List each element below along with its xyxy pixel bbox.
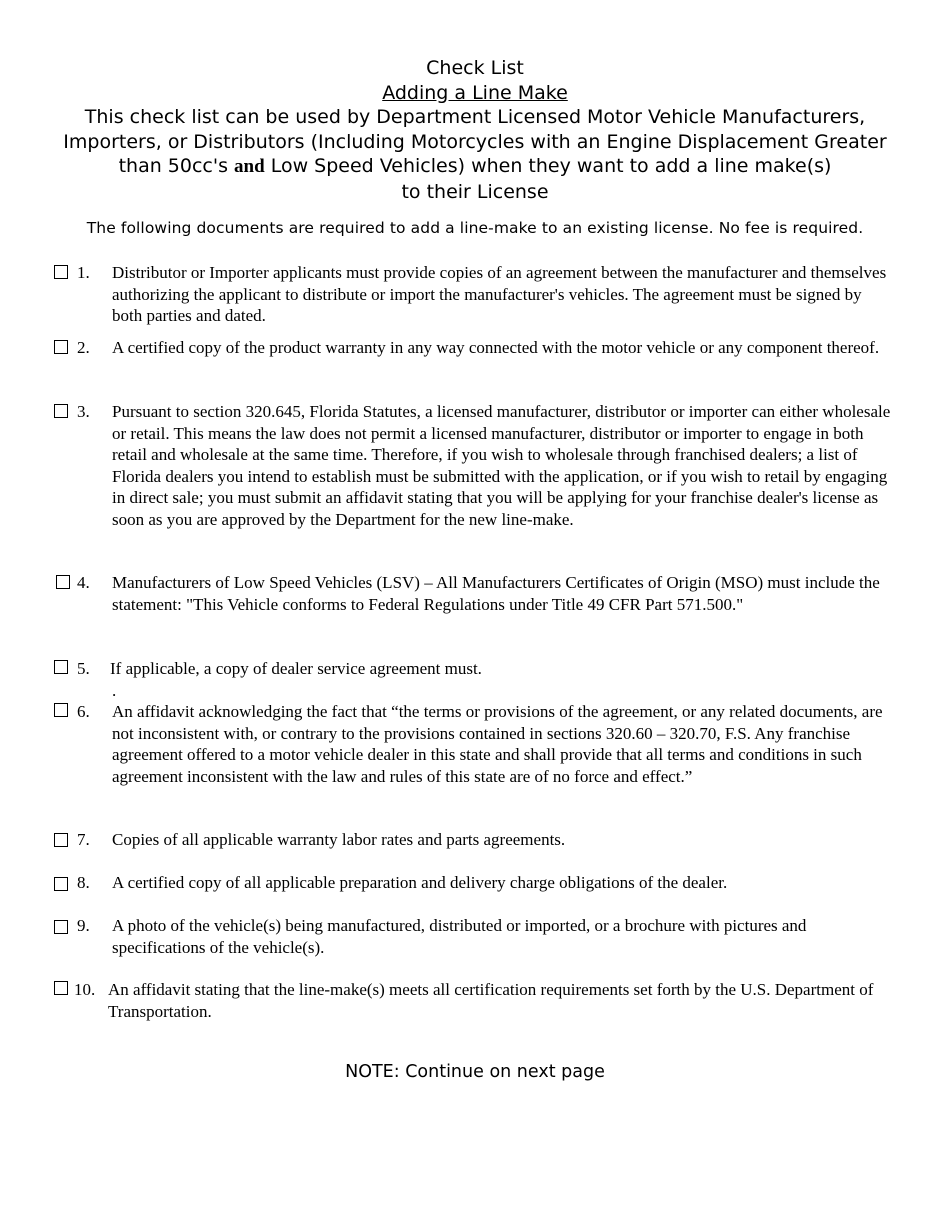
checkbox-4[interactable]: [56, 575, 70, 589]
checkbox-5[interactable]: [54, 660, 68, 674]
item-text: An affidavit stating that the line-make(s) meets all certification requirements set forth by the U.S. Department of Transportation.: [108, 980, 874, 1021]
description-line-2: Importers, or Distributors (Including Motorcycles with an Engine Displacement Greater: [63, 130, 887, 153]
item-number: 10.: [74, 980, 96, 999]
item-number: 7.: [77, 830, 90, 849]
item-text: A certified copy of all applicable preparation and delivery charge obligations of the dealer.: [112, 873, 728, 892]
item-number: 5.: [77, 659, 90, 678]
description-line-1: This check list can be used by Department Licensed Motor Vehicle Manufacturers,: [84, 106, 866, 128]
item-text: If applicable, a copy of dealer service agreement must.: [110, 659, 482, 678]
description-line-3-end: Low Speed Vehicles) when they want to add a line make(s): [264, 155, 832, 177]
intro-text: The following documents are required to add a line-make to an existing license. No fee is required.: [86, 219, 864, 237]
item-number: 1.: [77, 263, 90, 282]
checkbox-7[interactable]: [54, 833, 68, 847]
checkbox-1[interactable]: [54, 265, 68, 279]
item-number: 3.: [77, 402, 90, 421]
item-text: A certified copy of the product warranty in any way connected with the motor vehicle or any component thereof.: [112, 338, 880, 357]
item-number: 4.: [77, 573, 90, 592]
item-number: 2.: [77, 338, 90, 357]
item-text: Distributor or Importer applicants must provide copies of an agreement between the manufacturer and themselves authorizing the applicant to distribute or import the manufacturer's vehicles. The agreement must be signed by both parties and dated.: [112, 263, 887, 325]
item-text: A photo of the vehicle(s) being manufactured, distributed or imported, or a brochure with pictures and specifications of the vehicle(s).: [112, 916, 807, 957]
item-number: 8.: [77, 873, 90, 892]
checkbox-10[interactable]: [54, 981, 68, 995]
description-line-4: to their License: [401, 180, 549, 203]
description-line-3-bold: and: [234, 156, 265, 177]
item-number: 6.: [77, 702, 90, 721]
stray-period: .: [112, 681, 117, 700]
item-text: An affidavit acknowledging the fact that “the terms or provisions of the agreement, or any related documents, are not inconsistent with, or contrary to the provisions contained in sections 320.60 – 320.70, F.S. Any franchise agreement offered to a motor vehicle dealer in this state and shall provide that all terms and conditions in such agreement inconsistent with the law and rules of this state are of no force and effect.”: [112, 702, 883, 786]
checkbox-8[interactable]: [54, 877, 68, 891]
checkbox-2[interactable]: [54, 340, 68, 354]
item-text: Pursuant to section 320.645, Florida Statutes, a licensed manufacturer, distributor or importer can either wholesale or retail. This means the law does not permit a licensed manufacturer, distributor or importer to engage in both retail and wholesale at the same time. Therefore, if you wish to wholesale through franchised dealers; a list of Florida dealers you intend to establish must be submitted with the application, or if you wish to retail by engaging in direct sale; you must submit an affidavit stating that you will be applying for your franchise dealer's license as soon as you are approved by the Department for the new line-make.: [112, 402, 891, 529]
checkbox-3[interactable]: [54, 404, 68, 418]
page-title: Check List: [426, 57, 524, 79]
item-number: 9.: [77, 916, 90, 935]
item-text: Copies of all applicable warranty labor rates and parts agreements.: [112, 830, 566, 849]
description-line-3-start: than 50cc's: [118, 155, 235, 177]
footer-note: NOTE: Continue on next page: [345, 1062, 605, 1082]
page-subtitle: Adding a Line Make: [382, 81, 568, 104]
checkbox-6[interactable]: [54, 703, 68, 717]
description-line-3: [40, 154, 910, 180]
header-block: [40, 56, 910, 204]
item-text: Manufacturers of Low Speed Vehicles (LSV) – All Manufacturers Certificates of Origin (MSO) must include the statement: "This Vehicle conforms to Federal Regulations under Title 49 CFR Part 571.500.": [112, 573, 880, 614]
checkbox-9[interactable]: [54, 920, 68, 934]
